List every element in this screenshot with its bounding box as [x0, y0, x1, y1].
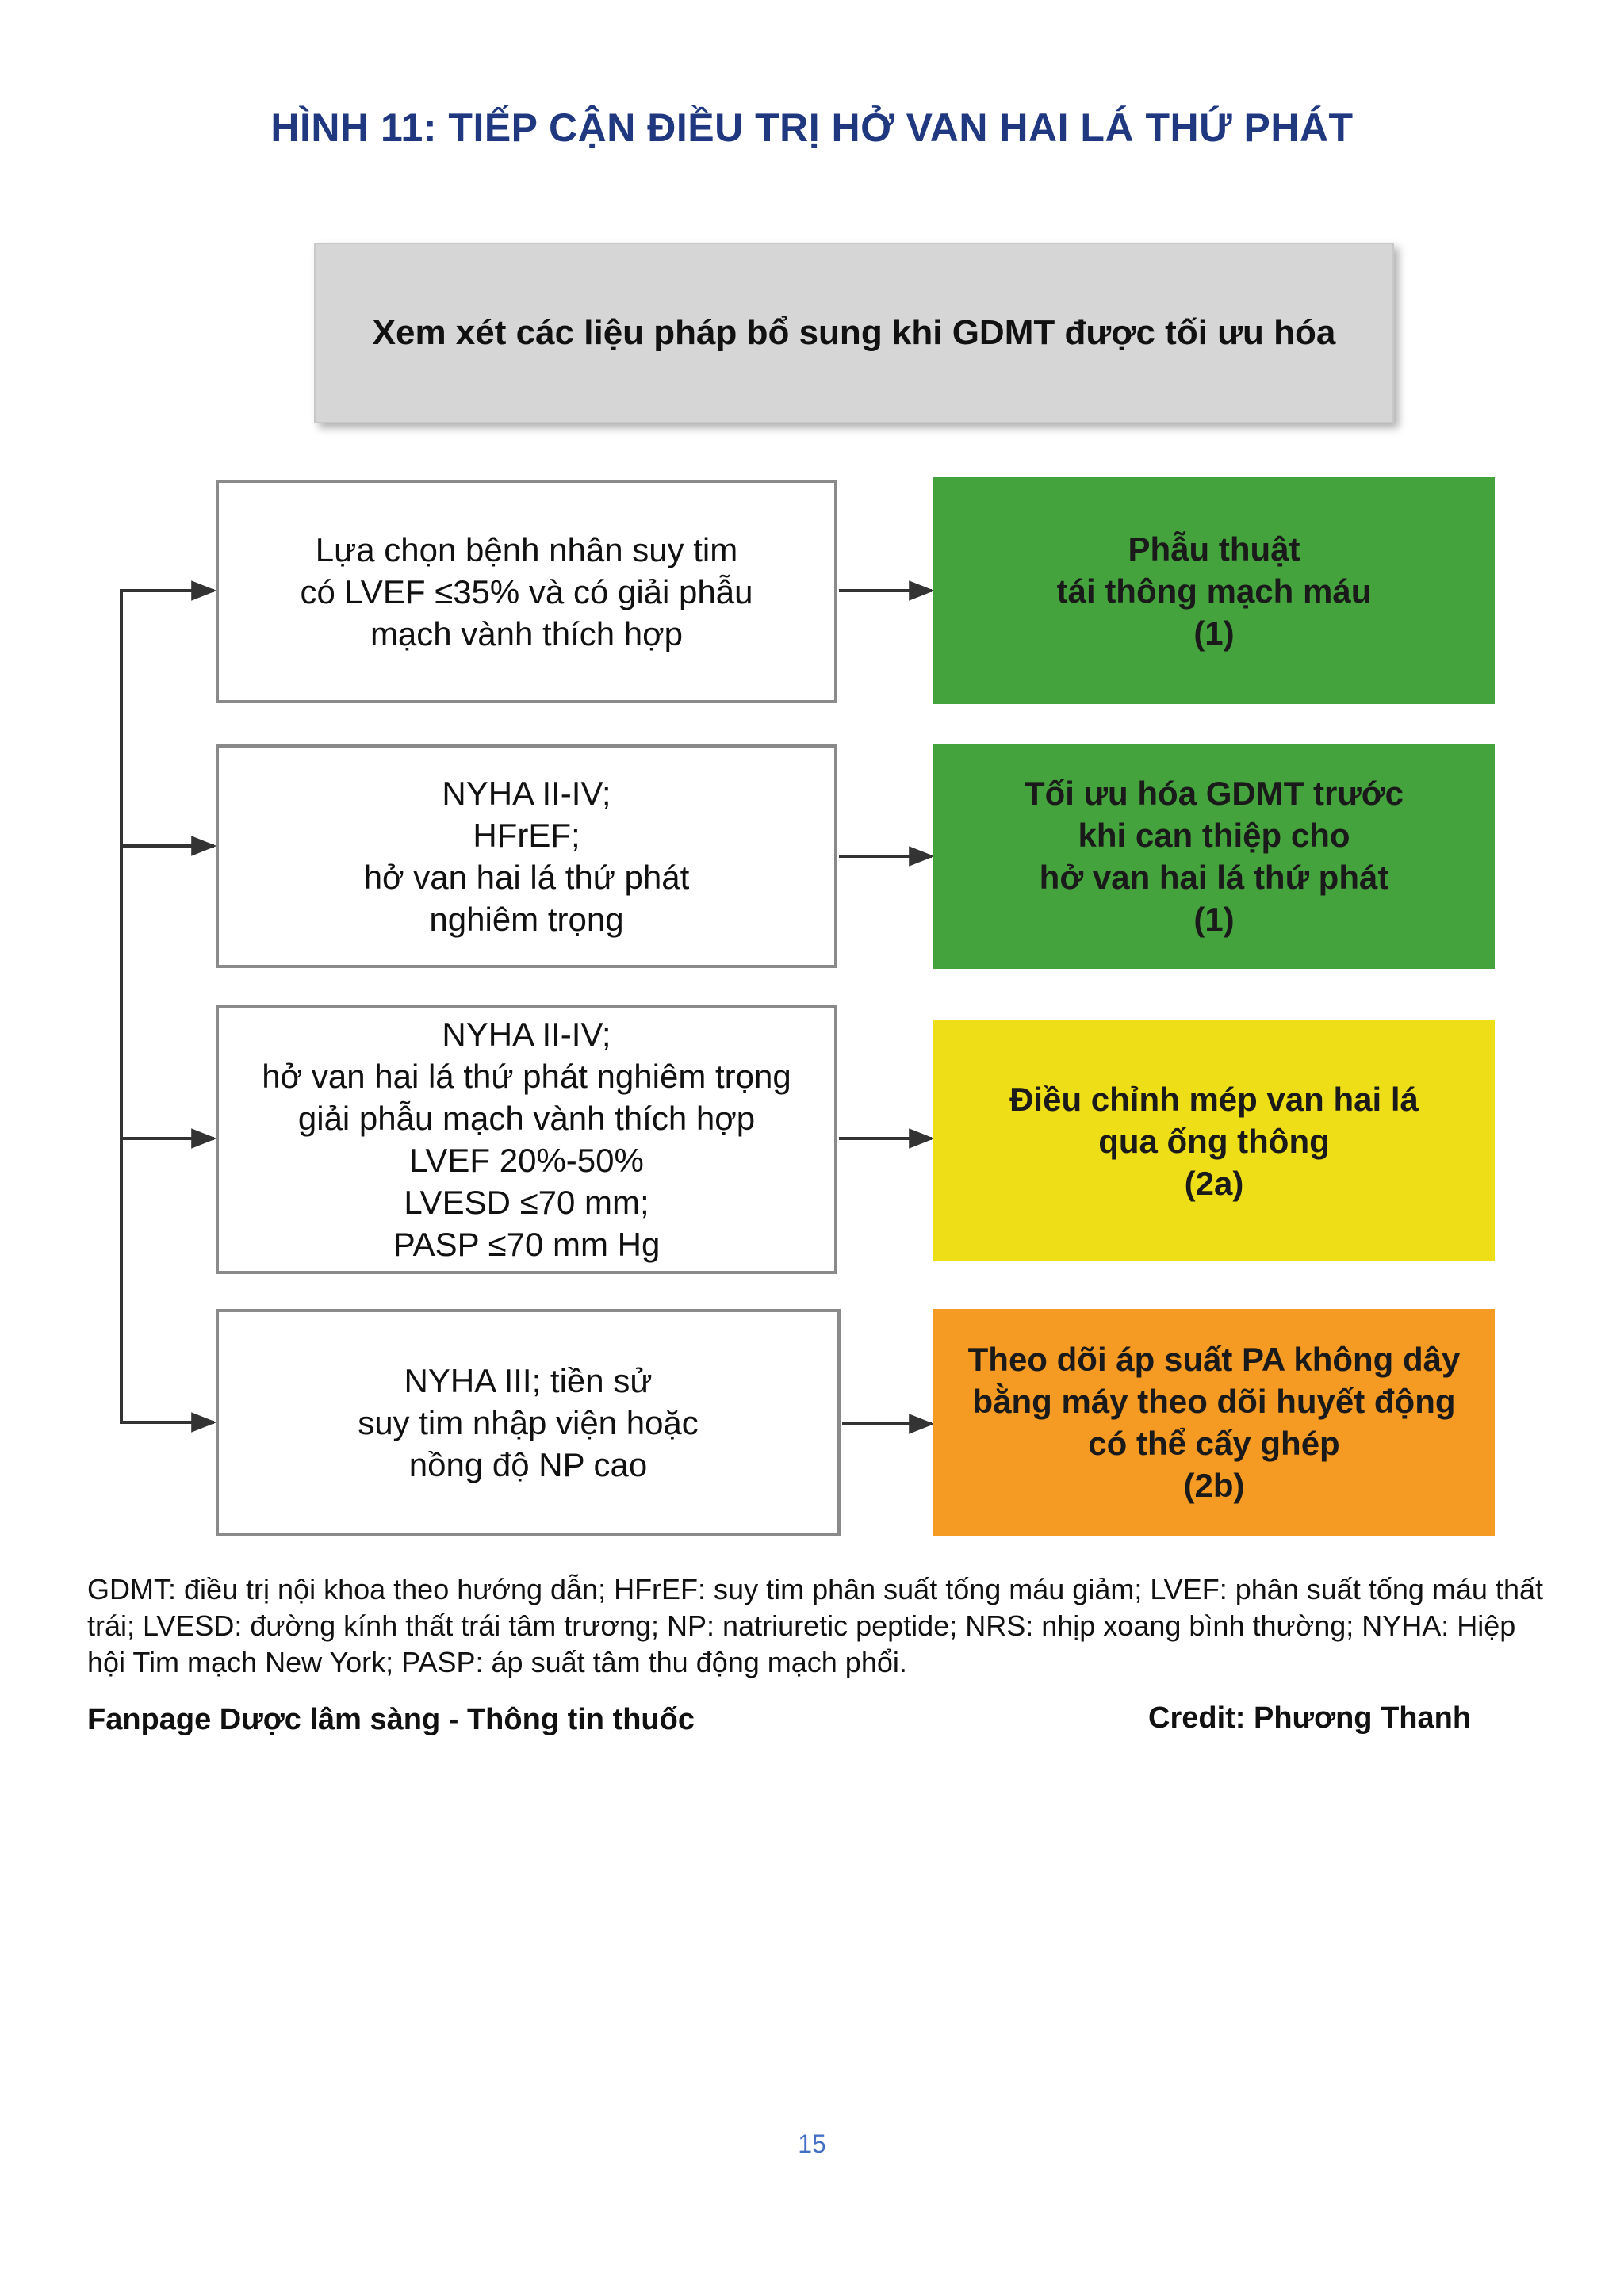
footer-source: Fanpage Dược lâm sàng - Thông tin thuốc — [87, 1703, 695, 1736]
recommendation-box-4 — [933, 1309, 1495, 1536]
recommendation-text-3: Điều chỉnh mép van hai lá qua ống thông (2a) — [1009, 1080, 1419, 1202]
page-number: 15 — [798, 2130, 826, 2158]
header-text: Xem xét các liệu pháp bổ sung khi GDMT được tối ưu hóa — [372, 313, 1336, 352]
condition-text-1: Lựa chọn bệnh nhân suy tim có LVEF ≤35% và có giải phẫu mạch vành thích hợp — [300, 530, 753, 652]
condition-box-2 — [216, 744, 837, 968]
figure-title: HÌNH 11: TIẾP CẬN ĐIỀU TRỊ HỞ VAN HAI LÁ THỨ PHÁT — [270, 105, 1354, 150]
recommendation-text-1: Phẫu thuật tái thông mạch máu (1) — [1056, 530, 1372, 652]
footer-credit: Credit: Phương Thanh — [1148, 1701, 1472, 1735]
condition-box-3 — [216, 1004, 837, 1274]
recommendation-text-4: Theo dõi áp suất PA không dây bằng máy theo dõi huyết động có thể cấy ghép (2b) — [967, 1341, 1461, 1504]
recommendation-text-2: Tối ưu hóa GDMT trước khi can thiệp cho hở van hai lá thứ phát (1) — [1025, 775, 1404, 938]
condition-text-2: NYHA II-IV; HFrEF; hở van hai lá thứ phát nghiêm trọng — [363, 775, 690, 938]
condition-box-1 — [216, 480, 837, 703]
abbreviation-footnote: GDMT: điều trị nội khoa theo hướng dẫn; HFrEF: suy tim phân suất tống máu giảm; LVEF: phân suất tống máu thất trái; LVESD: đường kính thất trái tâm trương; NP: natriuretic peptide; NRS: nhịp xoang bình thường; NYHA: Hiệp hội Tim mạch New York; PASP: áp suất tâm thu động mạch phổi. — [87, 1573, 1543, 1678]
condition-text-4: NYHA III; tiền sử suy tim nhập viện hoặc nồng độ NP cao — [358, 1361, 699, 1483]
recommendation-box-2 — [933, 744, 1495, 969]
condition-box-4 — [216, 1309, 841, 1536]
condition-text-3: NYHA II-IV; hở van hai lá thứ phát nghiêm trọng giải phẫu mạch vành thích hợp LVEF 20%-50% LVESD ≤70 mm; PASP ≤70 mm Hg — [262, 1016, 791, 1263]
recommendation-box-3 — [933, 1020, 1495, 1261]
recommendation-box-1 — [933, 477, 1495, 704]
